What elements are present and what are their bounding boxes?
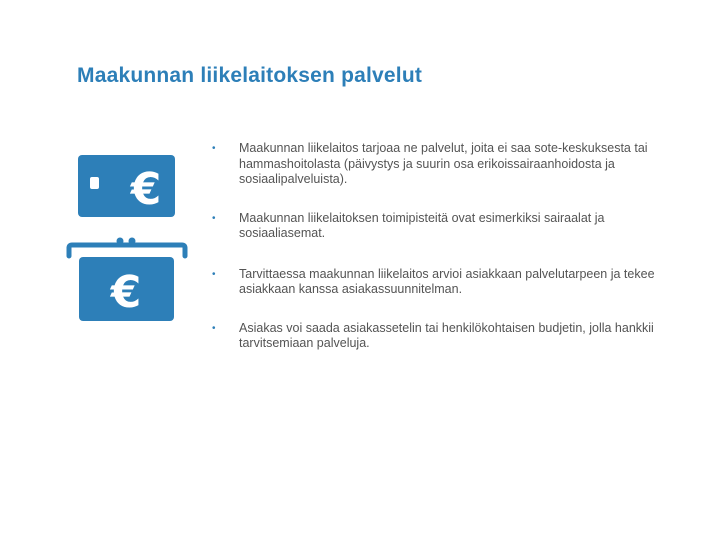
bullet-text: Tarvittaessa maakunnan liikelaitos arvioi asiakkaan palvelutarpeen ja tekee asiakkaan kanssa asiakassuunnitelman. <box>239 266 655 296</box>
bullet-dot: • <box>212 322 216 334</box>
bullet-item <box>212 267 672 298</box>
euro-banknote-icon <box>66 152 188 326</box>
bullet-dot: • <box>212 143 216 154</box>
bullet-text: Asiakas voi saada asiakassetelin tai henkilökohtaisen budjetin, jolla hankkii tarvitsemiaan palveluja. <box>239 320 654 350</box>
bullet-text: Maakunnan liikelaitoksen toimipisteitä ovat esimerkiksi sairaalat ja sosiaaliasemat. <box>239 210 605 240</box>
bullet-list <box>212 141 672 375</box>
svg-text:€: € <box>110 267 142 318</box>
bullet-item <box>212 141 672 188</box>
bullet-item <box>212 321 672 352</box>
bullet-dot: • <box>212 212 216 224</box>
svg-text:€: € <box>130 164 162 215</box>
bullet-text: Maakunnan liikelaitos tarjoaa ne palvelut, joita ei saa sote-keskuksesta tai hammashoitolasta (päivystys ja suurin osa erikoissairaanhoidosta ja sosiaalipalveluista). <box>239 141 648 186</box>
slide-title: Maakunnan liikelaitoksen palvelut <box>77 64 423 87</box>
bullet-item <box>212 211 672 242</box>
bullet-dot: • <box>212 268 216 280</box>
